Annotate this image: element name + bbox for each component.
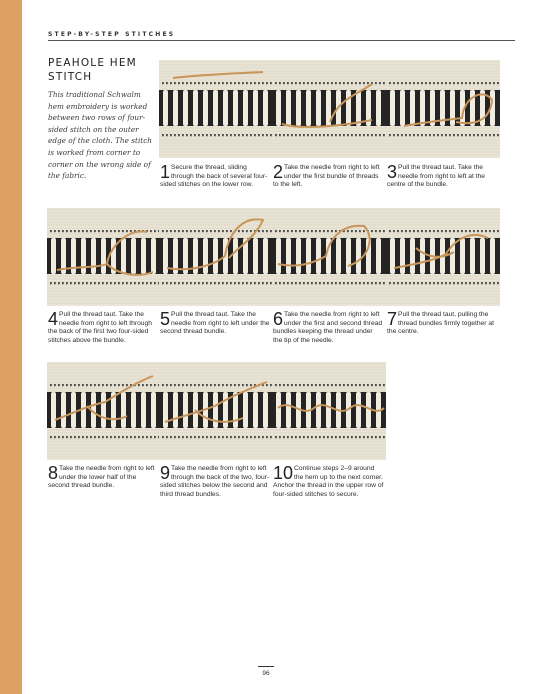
step-4-text: Pull the thread taut. Take the needle from right to left through the back of the first two four-sided stitches above the bundle.: [48, 311, 152, 344]
embroidery-image: [159, 362, 273, 460]
embroidery-image: [272, 60, 386, 158]
step-8-number: 8: [48, 463, 59, 483]
step-7-number: 7: [387, 309, 398, 329]
step-8: [48, 465, 158, 491]
step-3: [387, 164, 501, 190]
step-10: [273, 465, 385, 499]
embroidery-image: [159, 208, 273, 306]
step-5: [160, 311, 270, 337]
title-line-1: PEAHOLE HEM: [48, 57, 137, 69]
section-header: STEP-BY-STEP STITCHES: [48, 31, 176, 38]
embroidery-image: [386, 60, 500, 158]
step-1-number: 1: [160, 162, 171, 182]
step-9-number: 9: [160, 463, 171, 483]
step-4: [48, 311, 158, 345]
step-photo-10: [272, 362, 386, 460]
step-5-number: 5: [160, 309, 171, 329]
embroidery-image: [159, 60, 273, 158]
step-6-text: Take the needle from right to left under the first and second thread bundles keeping the thread under the tip of the needle.: [273, 311, 383, 344]
embroidery-image: [47, 362, 161, 460]
step-3-number: 3: [387, 162, 398, 182]
step-9: [160, 465, 270, 499]
embroidery-image: [272, 208, 386, 306]
step-1: [160, 164, 270, 190]
embroidery-image: [47, 208, 161, 306]
step-1-text: Secure the thread, sliding through the back of several four-sided stitches on the lower row.: [160, 164, 268, 189]
step-7: [387, 311, 501, 337]
step-photo-1: [159, 60, 273, 158]
step-photo-7: [386, 208, 500, 306]
step-8-text: Take the needle from right to left under the lower half of the second thread bundle.: [48, 465, 155, 490]
step-2-number: 2: [273, 162, 284, 182]
step-4-number: 4: [48, 309, 59, 329]
embroidery-image: [272, 362, 386, 460]
step-3-text: Pull the thread taut. Take the needle from right to left at the centre of the bundle.: [387, 164, 486, 189]
step-photo-5: [159, 208, 273, 306]
footer-divider: [258, 666, 274, 667]
step-photo-8: [47, 362, 161, 460]
embroidery-image: [386, 208, 500, 306]
step-photo-6: [272, 208, 386, 306]
page-title: [48, 56, 158, 84]
step-photo-2: [272, 60, 386, 158]
step-6-number: 6: [273, 309, 284, 329]
step-10-text: Continue steps 2–9 around the hem up to the next corner. Anchor the thread in the upper row of four-sided stitches to secure.: [273, 465, 384, 498]
step-photo-4: [47, 208, 161, 306]
intro-paragraph: This traditional Schwalm hem embroidery is worked between two rows of four-sided stitch on the outer edge of the cloth. The stitch is worked from corner to corner on the wrong side of the fabric.: [48, 90, 152, 181]
page-number: 96: [262, 670, 270, 677]
step-7-text: Pull the thread taut, pulling the thread bundles firmly together at the centre.: [387, 311, 494, 336]
header-divider: [48, 40, 515, 41]
step-photo-3: [386, 60, 500, 158]
step-2: [273, 164, 383, 190]
step-10-number: 10: [273, 463, 294, 483]
step-6: [273, 311, 383, 345]
step-photo-9: [159, 362, 273, 460]
step-2-text: Take the needle from right to left under the first bundle of threads to the left.: [273, 164, 380, 189]
title-line-2: STITCH: [48, 71, 93, 83]
step-5-text: Pull the thread taut. Take the needle from right to left under the second thread bundle.: [160, 311, 270, 336]
step-9-text: Take the needle from right to left through the back of the two, four-sided stitches below the second and third thread bundles.: [160, 465, 270, 498]
orange-margin-stripe: [0, 0, 22, 694]
